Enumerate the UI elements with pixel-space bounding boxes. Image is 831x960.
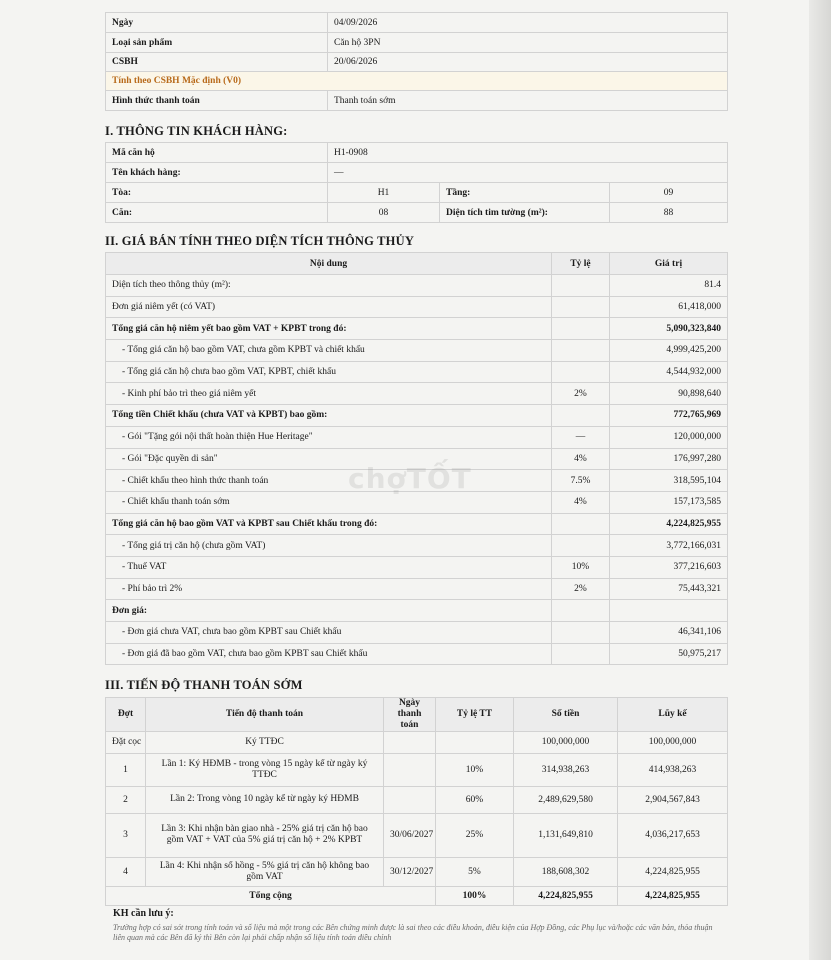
unit-value: 08 <box>328 203 440 223</box>
header-rate: Tỷ lệ <box>552 253 610 275</box>
schedule-desc: Lần 1: Ký HĐMB - trong vòng 15 ngày kể từ ngày ký TTĐC <box>146 753 384 786</box>
schedule-row <box>106 857 728 886</box>
price-table <box>105 252 728 665</box>
price-rate <box>552 600 610 622</box>
price-value: 4,224,825,955 <box>610 513 728 535</box>
general-info-table <box>105 12 728 111</box>
customer-row-area <box>106 203 728 223</box>
section-2-title: II. GIÁ BÁN TÍNH THEO DIỆN TÍCH THÔNG THỦY <box>105 234 415 248</box>
header-amount: Số tiền <box>514 698 618 732</box>
note-text: Trường hợp có sai sót trong tính toán và số liệu mà một trong các Bên chứng minh được là sai theo các điều khoản, điều kiện của Hợp Đồng, các Phụ lục và/hoặc các văn bản, thỏa thuận liên quan mà các Bên đã ký thì Bên còn lại phải chấp nhận số liệu tính toán điều chỉnh <box>113 923 713 943</box>
schedule-rate: 5% <box>436 857 514 886</box>
info-label: Ngày <box>106 13 328 33</box>
info-value: 04/09/2026 <box>328 13 728 33</box>
price-rate <box>552 513 610 535</box>
price-value: 4,544,932,000 <box>610 361 728 383</box>
price-value: 157,173,585 <box>610 491 728 513</box>
price-label: - Đơn giá đã bao gồm VAT, chưa bao gồm KPBT sau Chiết khấu <box>106 643 552 665</box>
header-rate: Tỷ lệ TT <box>436 698 514 732</box>
area-value: 88 <box>610 203 728 223</box>
price-value: 75,443,321 <box>610 578 728 600</box>
schedule-rate: 10% <box>436 753 514 786</box>
schedule-cum: 414,938,263 <box>618 753 728 786</box>
header-cumulative: Lũy kế <box>618 698 728 732</box>
price-row <box>106 535 728 557</box>
schedule-row <box>106 786 728 813</box>
tower-value: H1 <box>328 183 440 203</box>
price-value <box>610 600 728 622</box>
price-value: 50,975,217 <box>610 643 728 665</box>
page-edge-shadow <box>809 0 831 960</box>
schedule-header <box>106 698 728 732</box>
price-label: - Đơn giá chưa VAT, chưa bao gồm KPBT sau Chiết khấu <box>106 622 552 644</box>
price-value: 90,898,640 <box>610 383 728 405</box>
price-value: 318,595,104 <box>610 470 728 492</box>
price-row <box>106 361 728 383</box>
price-label: - Gói "Đặc quyền di sản" <box>106 448 552 470</box>
schedule-total-row <box>106 886 728 905</box>
schedule-amount: 100,000,000 <box>514 731 618 753</box>
schedule-row <box>106 731 728 753</box>
customer-row-tower <box>106 183 728 203</box>
info-row-policy <box>106 72 728 91</box>
schedule-date <box>384 786 436 813</box>
price-value: 61,418,000 <box>610 296 728 318</box>
total-amount: 4,224,825,955 <box>514 886 618 905</box>
price-row <box>106 426 728 448</box>
price-label: - Chiết khấu theo hình thức thanh toán <box>106 470 552 492</box>
price-summary-row <box>106 405 728 427</box>
unit-code-label: Mã căn hộ <box>106 143 328 163</box>
info-label: CSBH <box>106 53 328 72</box>
schedule-cum: 2,904,567,843 <box>618 786 728 813</box>
customer-row-unit <box>106 143 728 163</box>
price-label: Tổng tiền Chiết khấu (chưa VAT và KPBT) bao gồm: <box>106 405 552 427</box>
price-rate <box>552 296 610 318</box>
price-row <box>106 643 728 665</box>
note-title: KH cần lưu ý: <box>113 908 174 919</box>
price-label: Tổng giá căn hộ niêm yết bao gồm VAT + KPBT trong đó: <box>106 318 552 340</box>
price-label: Tổng giá căn hộ bao gồm VAT và KPBT sau Chiết khấu trong đó: <box>106 513 552 535</box>
price-label: - Tổng giá trị căn hộ (chưa gồm VAT) <box>106 535 552 557</box>
schedule-dot: 4 <box>106 857 146 886</box>
schedule-rate: 60% <box>436 786 514 813</box>
header-value: Giá trị <box>610 253 728 275</box>
price-row <box>106 383 728 405</box>
unit-code-value: H1-0908 <box>328 143 728 163</box>
price-rate: 4% <box>552 491 610 513</box>
schedule-dot: 2 <box>106 786 146 813</box>
price-row <box>106 340 728 362</box>
price-rate <box>552 318 610 340</box>
info-label: Loại sản phẩm <box>106 33 328 53</box>
price-label: - Phí bảo trì 2% <box>106 578 552 600</box>
price-value: 176,997,280 <box>610 448 728 470</box>
price-rate: — <box>552 426 610 448</box>
price-label: - Kinh phí bảo trì theo giá niêm yết <box>106 383 552 405</box>
info-value: Căn hộ 3PN <box>328 33 728 53</box>
price-rate <box>552 535 610 557</box>
price-value: 81.4 <box>610 275 728 297</box>
info-label: Hình thức thanh toán <box>106 91 328 111</box>
price-value: 46,341,106 <box>610 622 728 644</box>
schedule-cum: 100,000,000 <box>618 731 728 753</box>
customer-name-value: — <box>328 163 728 183</box>
header-installment: Đợt <box>106 698 146 732</box>
price-rate: 10% <box>552 556 610 578</box>
schedule-rate: 25% <box>436 813 514 857</box>
info-value: 20/06/2026 <box>328 53 728 72</box>
price-value: 377,216,603 <box>610 556 728 578</box>
schedule-desc: Lần 3: Khi nhận bàn giao nhà - 25% giá trị căn hộ bao gồm VAT + VAT của 5% giá trị căn hộ + 2% KPBT <box>146 813 384 857</box>
price-value: 772,765,969 <box>610 405 728 427</box>
schedule-desc: Lần 2: Trong vòng 10 ngày kể từ ngày ký HĐMB <box>146 786 384 813</box>
price-value: 3,772,166,031 <box>610 535 728 557</box>
price-value: 120,000,000 <box>610 426 728 448</box>
schedule-cum: 4,036,217,653 <box>618 813 728 857</box>
price-row <box>106 296 728 318</box>
floor-value: 09 <box>610 183 728 203</box>
price-label: - Gói "Tặng gói nội thất hoàn thiện Hue Heritage" <box>106 426 552 448</box>
price-label: - Tổng giá căn hộ chưa bao gồm VAT, KPBT, chiết khấu <box>106 361 552 383</box>
info-value: Thanh toán sớm <box>328 91 728 111</box>
watermark: chợTỐT <box>348 462 472 495</box>
price-row <box>106 622 728 644</box>
total-cumulative: 4,224,825,955 <box>618 886 728 905</box>
total-rate: 100% <box>436 886 514 905</box>
section-1-title: I. THÔNG TIN KHÁCH HÀNG: <box>105 124 288 138</box>
info-row-date <box>106 13 728 33</box>
price-rate <box>552 361 610 383</box>
customer-info-table <box>105 142 728 223</box>
schedule-desc: Lần 4: Khi nhận sổ hồng - 5% giá trị căn hộ không bao gồm VAT <box>146 857 384 886</box>
price-rate: 2% <box>552 383 610 405</box>
price-label: Đơn giá niêm yết (có VAT) <box>106 296 552 318</box>
schedule-dot: 1 <box>106 753 146 786</box>
schedule-dot: Đặt cọc <box>106 731 146 753</box>
header-date: Ngày thanh toán <box>384 698 436 732</box>
price-summary-row <box>106 318 728 340</box>
price-rate: 7.5% <box>552 470 610 492</box>
schedule-row <box>106 753 728 786</box>
info-row-csbh <box>106 53 728 72</box>
price-label: - Chiết khấu thanh toán sớm <box>106 491 552 513</box>
schedule-row <box>106 813 728 857</box>
schedule-amount: 314,938,263 <box>514 753 618 786</box>
schedule-dot: 3 <box>106 813 146 857</box>
schedule-desc: Ký TTĐC <box>146 731 384 753</box>
price-rate: 2% <box>552 578 610 600</box>
header-progress: Tiến độ thanh toán <box>146 698 384 732</box>
payment-schedule-table <box>105 697 728 906</box>
price-table-header <box>106 253 728 275</box>
price-row <box>106 556 728 578</box>
schedule-amount: 2,489,629,580 <box>514 786 618 813</box>
customer-name-label: Tên khách hàng: <box>106 163 328 183</box>
price-rate <box>552 275 610 297</box>
unit-label: Căn: <box>106 203 328 223</box>
price-label: - Tổng giá căn hộ bao gồm VAT, chưa gồm KPBT và chiết khấu <box>106 340 552 362</box>
schedule-cum: 4,224,825,955 <box>618 857 728 886</box>
price-summary-row <box>106 600 728 622</box>
price-rate <box>552 643 610 665</box>
schedule-amount: 188,608,302 <box>514 857 618 886</box>
tower-label: Tòa: <box>106 183 328 203</box>
schedule-date: 30/12/2027 <box>384 857 436 886</box>
price-rate <box>552 340 610 362</box>
header-content: Nội dung <box>106 253 552 275</box>
area-label: Diện tích tim tường (m²): <box>440 203 610 223</box>
price-value: 5,090,323,840 <box>610 318 728 340</box>
price-rate <box>552 622 610 644</box>
price-row <box>106 578 728 600</box>
schedule-rate <box>436 731 514 753</box>
price-label: - Thuế VAT <box>106 556 552 578</box>
floor-label: Tầng: <box>440 183 610 203</box>
price-value: 4,999,425,200 <box>610 340 728 362</box>
price-label: Đơn giá: <box>106 600 552 622</box>
schedule-date <box>384 753 436 786</box>
price-rate: 4% <box>552 448 610 470</box>
price-label: Diện tích theo thông thủy (m²): <box>106 275 552 297</box>
section-3-title: III. TIẾN ĐỘ THANH TOÁN SỚM <box>105 678 303 692</box>
schedule-date: 30/06/2027 <box>384 813 436 857</box>
schedule-amount: 1,131,649,810 <box>514 813 618 857</box>
policy-label: Tính theo CSBH Mặc định (V0) <box>106 72 728 91</box>
price-rate <box>552 405 610 427</box>
customer-row-name <box>106 163 728 183</box>
info-row-product <box>106 33 728 53</box>
price-summary-row <box>106 513 728 535</box>
price-row <box>106 275 728 297</box>
info-row-payment-method <box>106 91 728 111</box>
total-label: Tổng cộng <box>106 886 436 905</box>
schedule-date <box>384 731 436 753</box>
